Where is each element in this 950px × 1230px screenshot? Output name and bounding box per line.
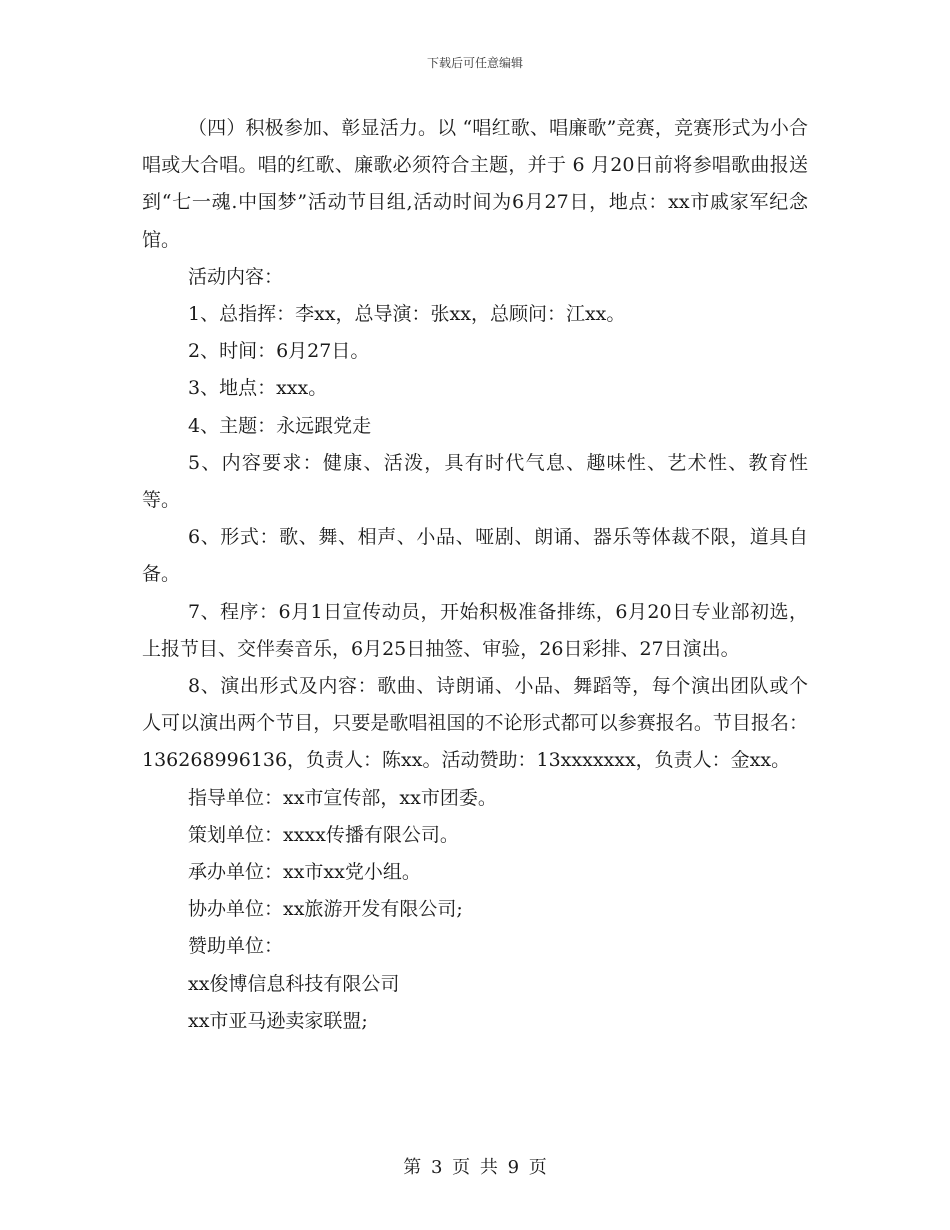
- host-unit: 承办单位：xx市xx党小组。: [188, 861, 421, 884]
- list-item-time: 2、时间：6月27日。: [188, 340, 370, 363]
- list-item-location: 3、地点：xxx。: [188, 377, 328, 400]
- sponsor-item: xx市亚马逊卖家联盟;: [188, 1009, 368, 1032]
- list-item-performance: 8、演出形式及内容：歌曲、诗朗诵、小品、舞蹈等，每个演出团队或个人可以演出两个节目，只要是歌唱祖国的不论形式都可以参赛报名。节目报名：136268996136，负责人：陈xx。活动赞助：13xxxxxxx，负责人：金xx。: [142, 675, 808, 772]
- sponsor-heading: 赞助单位：: [188, 935, 284, 958]
- list-item-procedure: 7、程序：6月1日宣传动员，开始积极准备排练，6月20日专业部初选，上报节目、交伴奏音乐，6月25日抽签、审验，26日彩排、27日演出。: [142, 600, 808, 660]
- list-item-requirements: 5、内容要求：健康、活泼，具有时代气息、趣味性、艺术性、教育性等。: [142, 451, 808, 512]
- assist-unit: 协办单位：xx旅游开发有限公司;: [188, 898, 463, 921]
- document-body: [142, 110, 808, 1040]
- guide-unit: 指导单位：xx市宣传部，xx市团委。: [188, 786, 497, 809]
- paragraph-section-4: （四）积极参加、彰显活力。以 “唱红歌、唱廉歌”竞赛，竞赛形式为小合唱或大合唱。唱的红歌、廉歌必须符合主题，并于 6 月20日前将参唱歌曲报送到“七一魂.中国梦”活动节目组,活动时间为6月27日，地点：xx市戚家军纪念馆。: [142, 117, 808, 251]
- page-header-note: 下载后可任意编辑: [426, 56, 523, 70]
- sponsor-item: xx俊博信息科技有限公司: [188, 972, 400, 995]
- list-item-director: 1、总指挥：李xx，总导演：张xx，总顾问：江xx。: [188, 303, 626, 326]
- list-item-theme: 4、主题：永远跟党走: [188, 414, 372, 437]
- activity-content-heading: 活动内容：: [188, 265, 284, 288]
- list-item-form: 6、形式：歌、舞、相声、小品、哑剧、朗诵、器乐等体裁不限，道具自备。: [142, 526, 808, 586]
- plan-unit: 策划单位：xxxx传播有限公司。: [188, 823, 459, 846]
- page-number-footer: 第 3 页 共 9 页: [403, 1157, 547, 1178]
